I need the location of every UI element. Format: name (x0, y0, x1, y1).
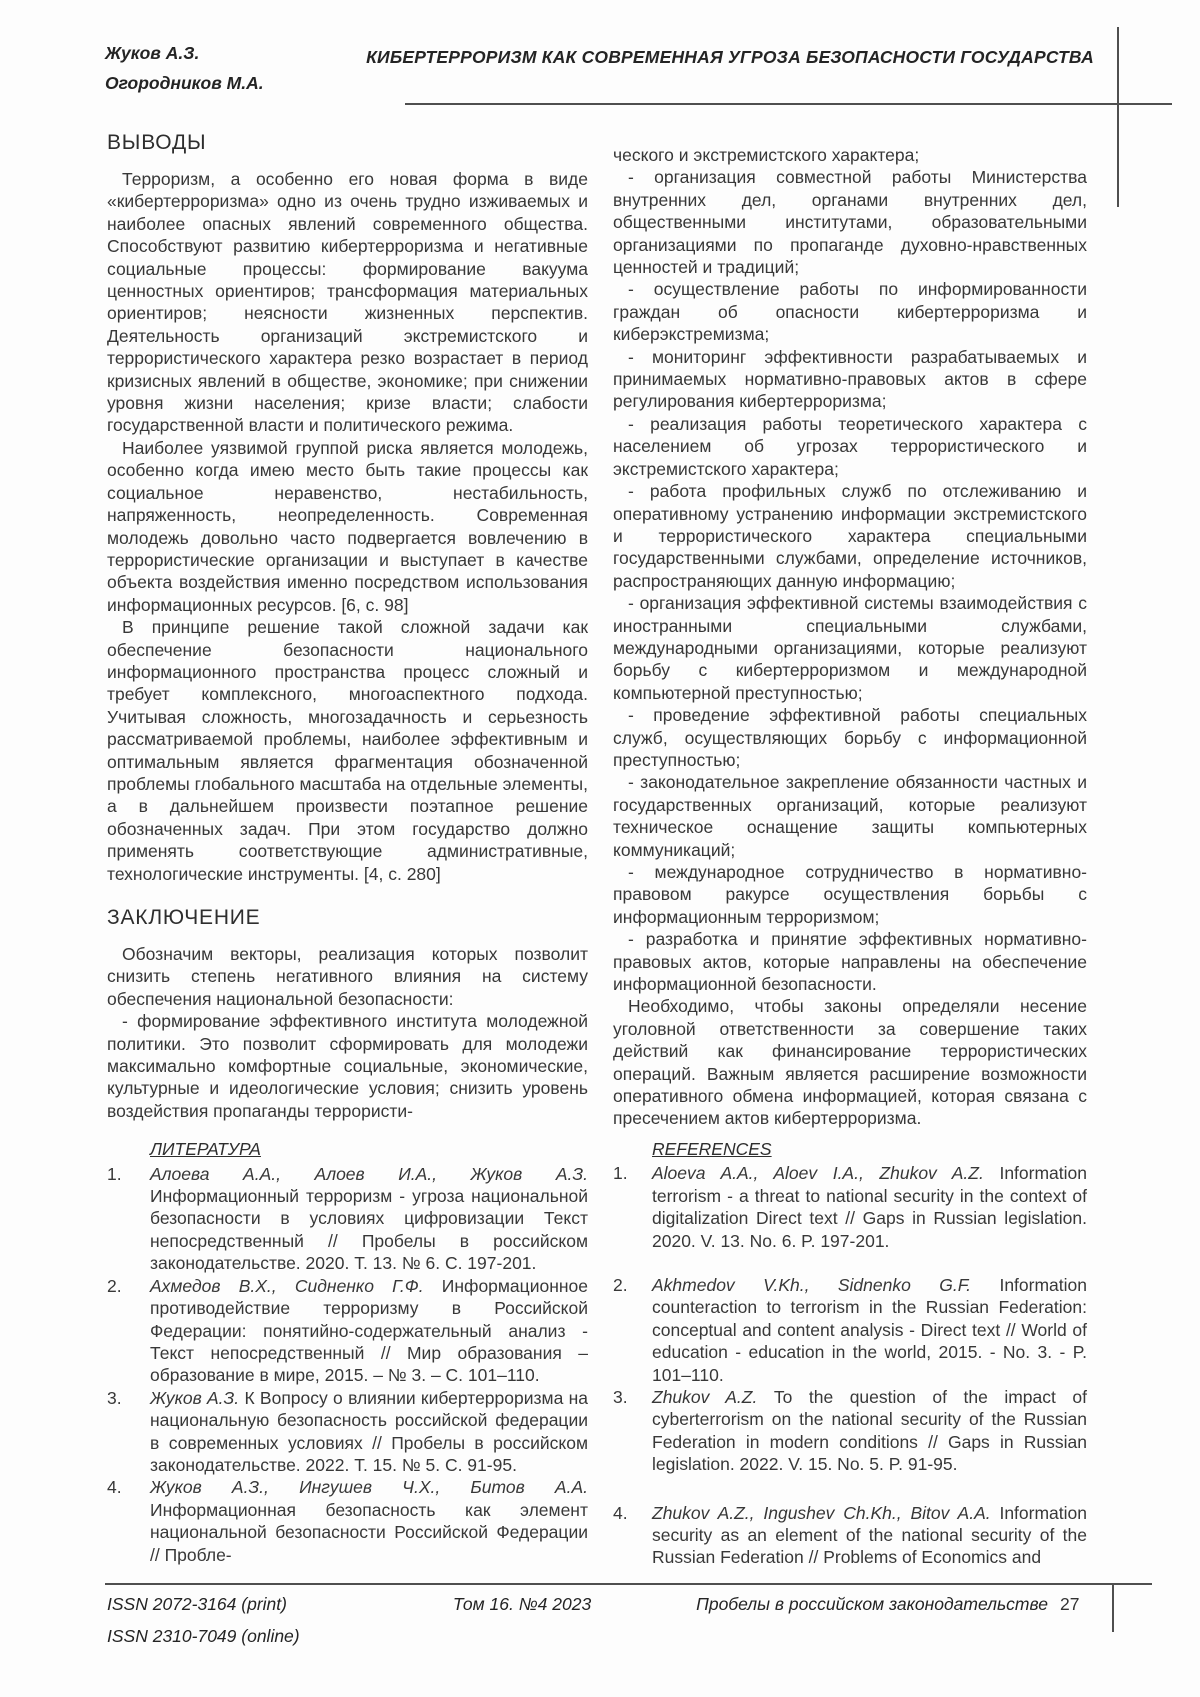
literature-item (107, 1163, 588, 1275)
left-column (107, 130, 588, 1566)
item-body: To the question of the impact of cyberterrorism on the national security of the Russian Federation in modern conditions // Gaps in Russian legislation. 2022. V. 15. No. 5. P. 91-95. (652, 1386, 1087, 1475)
item-authors: Ахмедов В.Х., Сидненко Г.Ф. (150, 1275, 442, 1296)
bullet-paragraph: - реализация работы теоретического характера с населением об угрозах террористического и экстремистского характера; (613, 413, 1087, 479)
item-number: 1. (107, 1163, 122, 1184)
item-body: Информационный терроризм - угроза национальной безопасности в условиях цифровизации Текст непосредственный // Пробелы в российском законодательстве. 2020. Т. 13. № 6. С. 197-201. (150, 1186, 588, 1274)
item-body: Информационная безопасность как элемент национальной безопасности Российской Федерации // Пробле- (150, 1499, 588, 1565)
bullet-paragraph: - мониторинг эффективности разрабатываемых и принимаемых нормативно-правовых актов в сфере регулирования кибертерроризма; (613, 346, 1087, 412)
bullet-paragraph: - международное сотрудничество в нормативно-правовом ракурсе осуществления борьбы с информационным терроризмом; (613, 862, 1087, 927)
journal-name: Пробелы в российском законодательстве (696, 1594, 1048, 1614)
footer-vertical-mark (1112, 1583, 1114, 1632)
issn-print: ISSN 2072-3164 (print) (107, 1594, 287, 1614)
item-number: 4. (613, 1502, 628, 1523)
page-number: 27 (1060, 1594, 1080, 1614)
item-body: Information counteraction to terrorism in the Russian Federation: conceptual and content analysis - Direct text // World of education - education in the world, 2015. - No. 3. - P. 101–110. (652, 1274, 1087, 1385)
reference-item (613, 1274, 1087, 1386)
item-authors: Жуков А.З., Ингушев Ч.Х., Битов А.А. (150, 1477, 588, 1498)
paragraph: Обозначим векторы, реализация которых позволит снизить степень негативного влияния на систему обеспечения национальной безопасности: (107, 944, 588, 1009)
bullet-paragraph: - проведение эффективной работы специальных служб, осуществляющих борьбу с информационной преступностью; (613, 705, 1087, 770)
item-authors: Алоева А.А., Алоев И.А., Жуков А.З. (150, 1163, 588, 1184)
paragraph: В принципе решение такой сложной задачи как обеспечение безопасности национального информационного пространства процесс сложный и требует комплексного, многоаспектного подхода. Учитывая сложность, многозадачность и серьезность рассматриваемой проблемы, наиболее эффективным и оптимальным является фрагментация обозначенной проблемы глобального масштаба на отдельные элементы, а в дальнейшем произвести поэтапное решение обозначенных задач. При этом государство должно применять соответствующие административные, технологические инструменты. [4, с. 280] (107, 617, 588, 884)
reference-item (613, 1502, 1087, 1569)
item-text (150, 1163, 588, 1275)
item-number: 3. (613, 1386, 628, 1407)
header-rule (405, 103, 1172, 105)
footer-rule (105, 1583, 1152, 1585)
bullet-paragraph: - организация эффективной системы взаимодействия с иностранными специальными службами, международными организациями, которые реализуют борьбу с кибертерроризмом и международной компьютерной преступностью; (613, 593, 1087, 703)
conclusions-heading: ВЫВОДЫ (107, 131, 207, 154)
item-text (652, 1386, 1087, 1476)
item-authors: Zhukov A.Z., Ingushev Ch.Kh., Bitov A.A. (652, 1502, 1000, 1523)
item-body: К Вопросу о влиянии кибертерроризма на национальную безопасность российской федерации в современных условиях // Пробелы в российском законодательстве. 2022. Т. 15. № 5. С. 91-95. (150, 1387, 588, 1475)
item-body: Information terrorism - a threat to national security in the context of digitalization Direct text // Gaps in Russian legislation. 2020. V. 13. No. 6. P. 197-201. (652, 1163, 1087, 1251)
item-text (652, 1502, 1087, 1569)
header-authors (105, 38, 264, 98)
item-authors: Aloeva A.A., Aloev I.A., Zhukov A.Z. (652, 1163, 1000, 1184)
references-heading: REFERENCES (652, 1138, 772, 1159)
literature-item (107, 1476, 588, 1566)
article-title: КИБЕРТЕРРОРИЗМ КАК СОВРЕМЕННАЯ УГРОЗА БЕЗОПАСНОСТИ ГОСУДАРСТВА (366, 47, 1094, 67)
item-number: 2. (107, 1275, 122, 1296)
volume-issue: Том 16. №4 2023 (452, 1594, 592, 1614)
issn-online: ISSN 2310-7049 (online) (107, 1626, 300, 1646)
paragraph: Наиболее уязвимой группой риска является молодежь, особенно когда имею место быть такие процессы как социальное неравенство, нестабильность, напряженность, неопределенность. Современная молодежь довольно часто подвергается вовлечению в террористические организации и выступает в качестве объекта воздействия именно посредством использования информационных ресурсов. [6, с. 98] (107, 437, 588, 615)
literature-item (107, 1387, 588, 1477)
right-column (613, 144, 1087, 1569)
bullet-paragraph: - организация совместной работы Министерства внутренних дел, органами внутренних дел, общественными институтами, образовательными организациями по пропаганде духовно-нравственных ценностей и традиций; (613, 167, 1087, 278)
item-authors: Жуков А.З. (150, 1387, 245, 1408)
reference-item (613, 1162, 1087, 1252)
header-author-2: Огородников М.А. (105, 73, 264, 93)
item-body: Информационное противодействие терроризму в Российской Федерации: понятийно-содержательный анализ - Текст непосредственный // Мир образования – образование в мире, 2015. – № 3. – С. 101–110. (150, 1275, 588, 1386)
item-number: 1. (613, 1163, 628, 1184)
paragraph: Терроризм, а особенно его новая форма в виде «кибертерроризма» одно из очень трудно изживаемых и наиболее опасных явлений современного общества. Способствуют развитию кибертерроризма и негативные социальные процессы: формирование вакуума ценностных ориентиров; трансформация материальных ориентиров; неясности жизненных перспектив. Деятельность организаций экстремистского и террористического характера резко возрастает в период кризисных явлений в обществе, экономике; при снижении уровня жизни населения; кризе власти; слабости государственной власти и политического режима. (107, 169, 588, 436)
item-authors: Akhmedov V.Kh., Sidnenko G.F. (652, 1274, 1000, 1295)
literature-heading: ЛИТЕРАТУРА (150, 1139, 261, 1160)
bullet-paragraph: - осуществление работы по информированности граждан об опасности кибертерроризма и киберэкстремизма; (613, 279, 1087, 345)
literature-item (107, 1275, 588, 1387)
item-number: 4. (107, 1477, 122, 1498)
item-text (150, 1387, 588, 1477)
reference-item (613, 1386, 1087, 1476)
paragraph-continuation: ческого и экстремистского характера; (613, 145, 920, 165)
header-author-1: Жуков А.З. (105, 43, 200, 63)
paragraph: Необходимо, чтобы законы определяли несение уголовной ответственности за совершение таких действий как финансирование террористических операций. Важным является расширение возможности оперативного обмена информацией, которая связана с пресечением актов кибертерроризма. (613, 996, 1087, 1129)
item-authors: Zhukov A.Z. (652, 1386, 774, 1407)
header-vertical-mark (1117, 27, 1119, 207)
item-text (150, 1275, 588, 1387)
item-number: 2. (613, 1274, 628, 1295)
bullet-paragraph: - законодательное закрепление обязанности частных и государственных организаций, которые реализуют техническое оснащение защиты компьютерных коммуникаций; (613, 772, 1087, 860)
item-text (150, 1476, 588, 1566)
item-text (652, 1162, 1087, 1252)
paragraph: - формирование эффективного института молодежной политики. Это позволит сформировать для молодежи максимально комфортные социальные, экономические, культурные и идеологические условия; снизить уровень воздействия пропаганды террористи- (107, 1011, 588, 1121)
item-number: 3. (107, 1387, 122, 1408)
item-text (652, 1274, 1087, 1386)
bullet-paragraph: - работа профильных служб по отслеживанию и оперативному устранению информации экстремистского и террористического характера специальными государственными службами, определение источников, распространяющих данную информацию; (613, 481, 1087, 591)
summary-heading: ЗАКЛЮЧЕНИЕ (107, 906, 261, 929)
item-body: Information security as an element of the national security of the Russian Federation // Problems of Economics and (652, 1502, 1087, 1568)
bullet-paragraph: - разработка и принятие эффективных нормативно-правовых актов, которые направлены на обеспечение информационной безопасности. (613, 929, 1087, 995)
